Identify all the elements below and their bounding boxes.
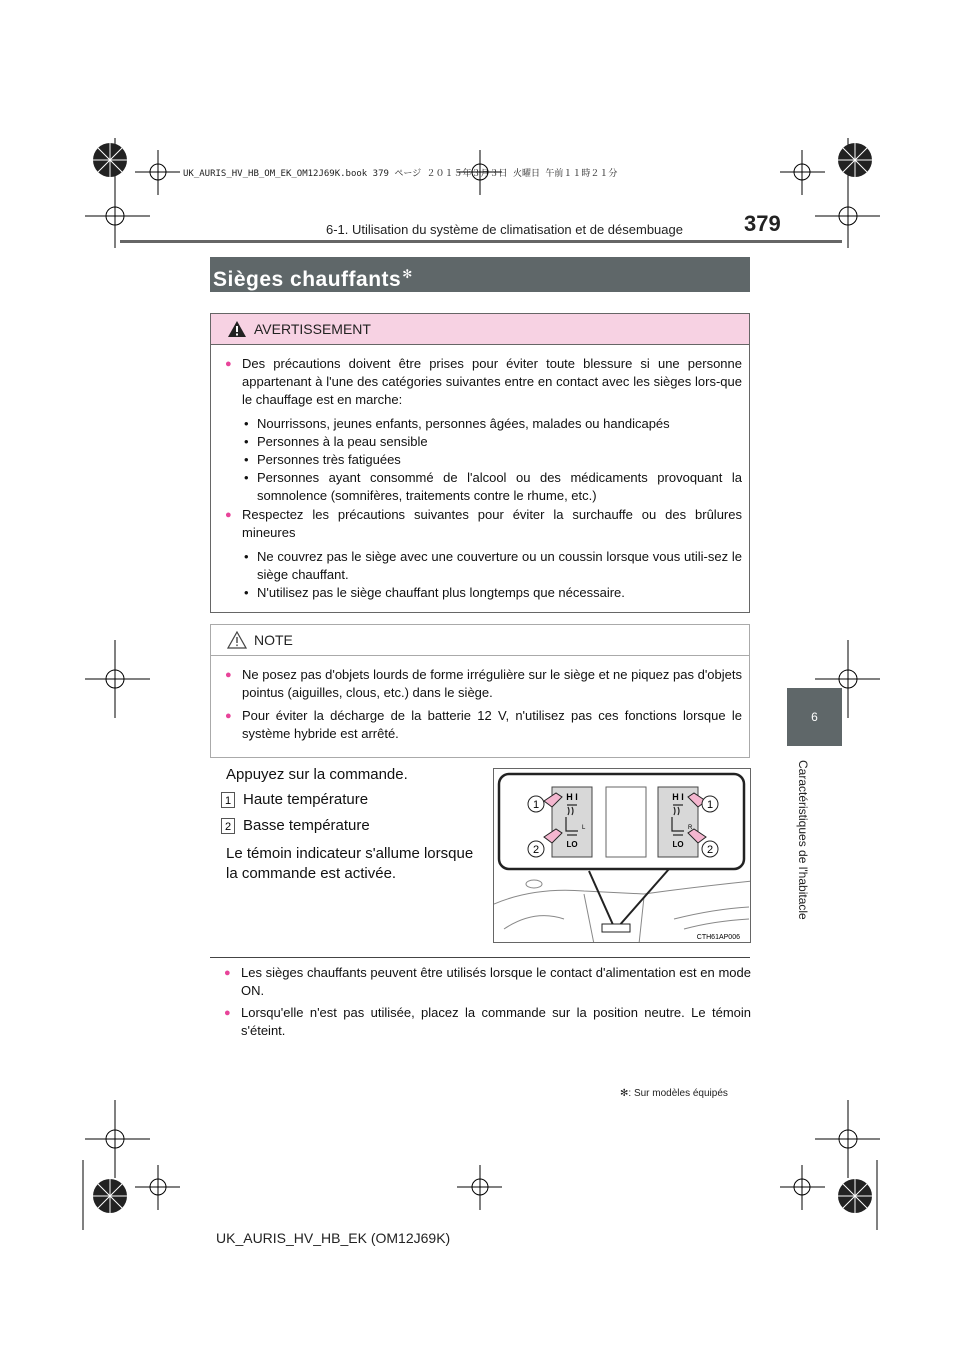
bullet-icon: ● xyxy=(225,669,232,681)
step-label-1: Haute température xyxy=(243,791,369,808)
footnote xyxy=(620,1088,728,1099)
instruction-intro: Appuyez sur la commande. xyxy=(226,766,408,783)
warning-subitem: Nourrissons, jeunes enfants, personnes âgées, malades ou handicapés xyxy=(257,416,670,431)
warning-subitem: Personnes très fatiguées xyxy=(257,452,401,467)
hi-label-right: H I xyxy=(672,792,684,802)
bullet-icon: ● xyxy=(225,710,232,722)
note-title: NOTE xyxy=(254,632,293,648)
callout-2-left: 2 xyxy=(532,844,540,856)
step-label-2: Basse température xyxy=(243,817,370,834)
instruction-outro-1: Le témoin indicateur s'allume lorsque xyxy=(226,845,474,862)
warning-subitem: Ne couvrez pas le siège avec une couverture ou un coussin lorsque vous utili-sez le siège chauffant. xyxy=(257,549,742,582)
warning-title: AVERTISSEMENT xyxy=(254,321,371,337)
section-divider xyxy=(210,957,750,958)
sub-bullet: • xyxy=(244,585,249,600)
instruction-outro-2: la commande est activée. xyxy=(226,865,397,882)
section-banner xyxy=(210,257,750,292)
bullet-icon: ● xyxy=(224,967,231,979)
side-label-left: L xyxy=(582,825,586,831)
sub-bullet: • xyxy=(244,470,249,485)
warning-box xyxy=(210,313,750,613)
note-item-2: Pour éviter la décharge de la batterie 12 V, n'utilisez pas ces fonctions lorsque le système hybride est arrêté. xyxy=(242,708,742,741)
callout-1-right: 1 xyxy=(706,799,714,811)
caution-triangle-icon xyxy=(227,631,247,649)
footnote-text: : Sur modèles équipés xyxy=(628,1088,728,1099)
switch-illustration xyxy=(494,769,751,943)
sub-bullet: • xyxy=(244,434,249,449)
step-number-2: 2 xyxy=(221,818,235,834)
sub-bullet: • xyxy=(244,416,249,431)
step-number-1: 1 xyxy=(221,792,235,808)
callout-1-left: 1 xyxy=(532,799,540,811)
info-note-1: Les sièges chauffants peuvent être utilisés lorsque le contact d'alimentation est en mode ON. xyxy=(241,965,751,998)
info-note-2: Lorsqu'elle n'est pas utilisée, placez la commande sur la position neutre. Le témoin s'éteint. xyxy=(241,1005,751,1038)
lo-label-left: LO xyxy=(566,840,578,849)
bullet-icon: ● xyxy=(224,1007,231,1019)
warning-item-2: Respectez les précautions suivantes pour éviter la surchauffe ou des brûlures mineures xyxy=(242,507,742,540)
footer-book-code: UK_AURIS_HV_HB_EK (OM12J69K) xyxy=(216,1230,451,1246)
warning-header xyxy=(211,314,749,345)
warning-subitem: N'utilisez pas le siège chauffant plus longtemps que nécessaire. xyxy=(257,585,625,600)
figure-code: CTH61AP006 xyxy=(696,934,740,941)
side-label-right: R xyxy=(688,825,693,831)
warning-triangle-icon xyxy=(227,320,247,338)
running-section-title: 6-1. Utilisation du système de climatisation et de désembuage xyxy=(326,222,683,237)
callout-2-right: 2 xyxy=(706,844,714,856)
warning-item-1: Des précautions doivent être prises pour éviter toute blessure si une personne appartenant à l'une des catégories suivantes entre en contact avec les sièges lors-que le chauffage est en marche: xyxy=(242,356,742,407)
note-item-1: Ne posez pas d'objets lourds de forme irrégulière sur le siège et ne piquez pas d'objets pointus (aiguilles, clous, etc.) dans le siège. xyxy=(242,667,742,700)
note-header xyxy=(211,625,749,656)
bullet-icon: ● xyxy=(225,509,232,521)
header-rule xyxy=(120,240,842,243)
seat-heater-switch-figure xyxy=(493,768,751,943)
page-number: 379 xyxy=(744,211,781,236)
sub-bullet: • xyxy=(244,549,249,564)
hi-label-left: H I xyxy=(566,792,578,802)
sub-bullet: • xyxy=(244,452,249,467)
chapter-tab: 6 xyxy=(787,688,842,746)
book-info-line: UK_AURIS_HV_HB_OM_EK_OM12J69K.book 379 ページ ２０１５年３月３日 火曜日 午前１１時２１分 xyxy=(183,169,618,179)
section-heading: Sièges chauffants xyxy=(213,268,402,291)
note-box xyxy=(210,624,750,758)
lo-label-right: LO xyxy=(672,840,684,849)
asterisk-icon: ✻ xyxy=(402,267,413,281)
bullet-icon: ● xyxy=(225,358,232,370)
asterisk-icon: ✻ xyxy=(620,1088,629,1099)
warning-subitem: Personnes ayant consommé de l'alcool ou des médicaments provoquant la somnolence (somnifères, traitements contre le rhume, etc.) xyxy=(257,470,742,503)
warning-subitem: Personnes à la peau sensible xyxy=(257,434,428,449)
chapter-side-label: Caractéristiques de l'habitacle xyxy=(796,760,810,920)
